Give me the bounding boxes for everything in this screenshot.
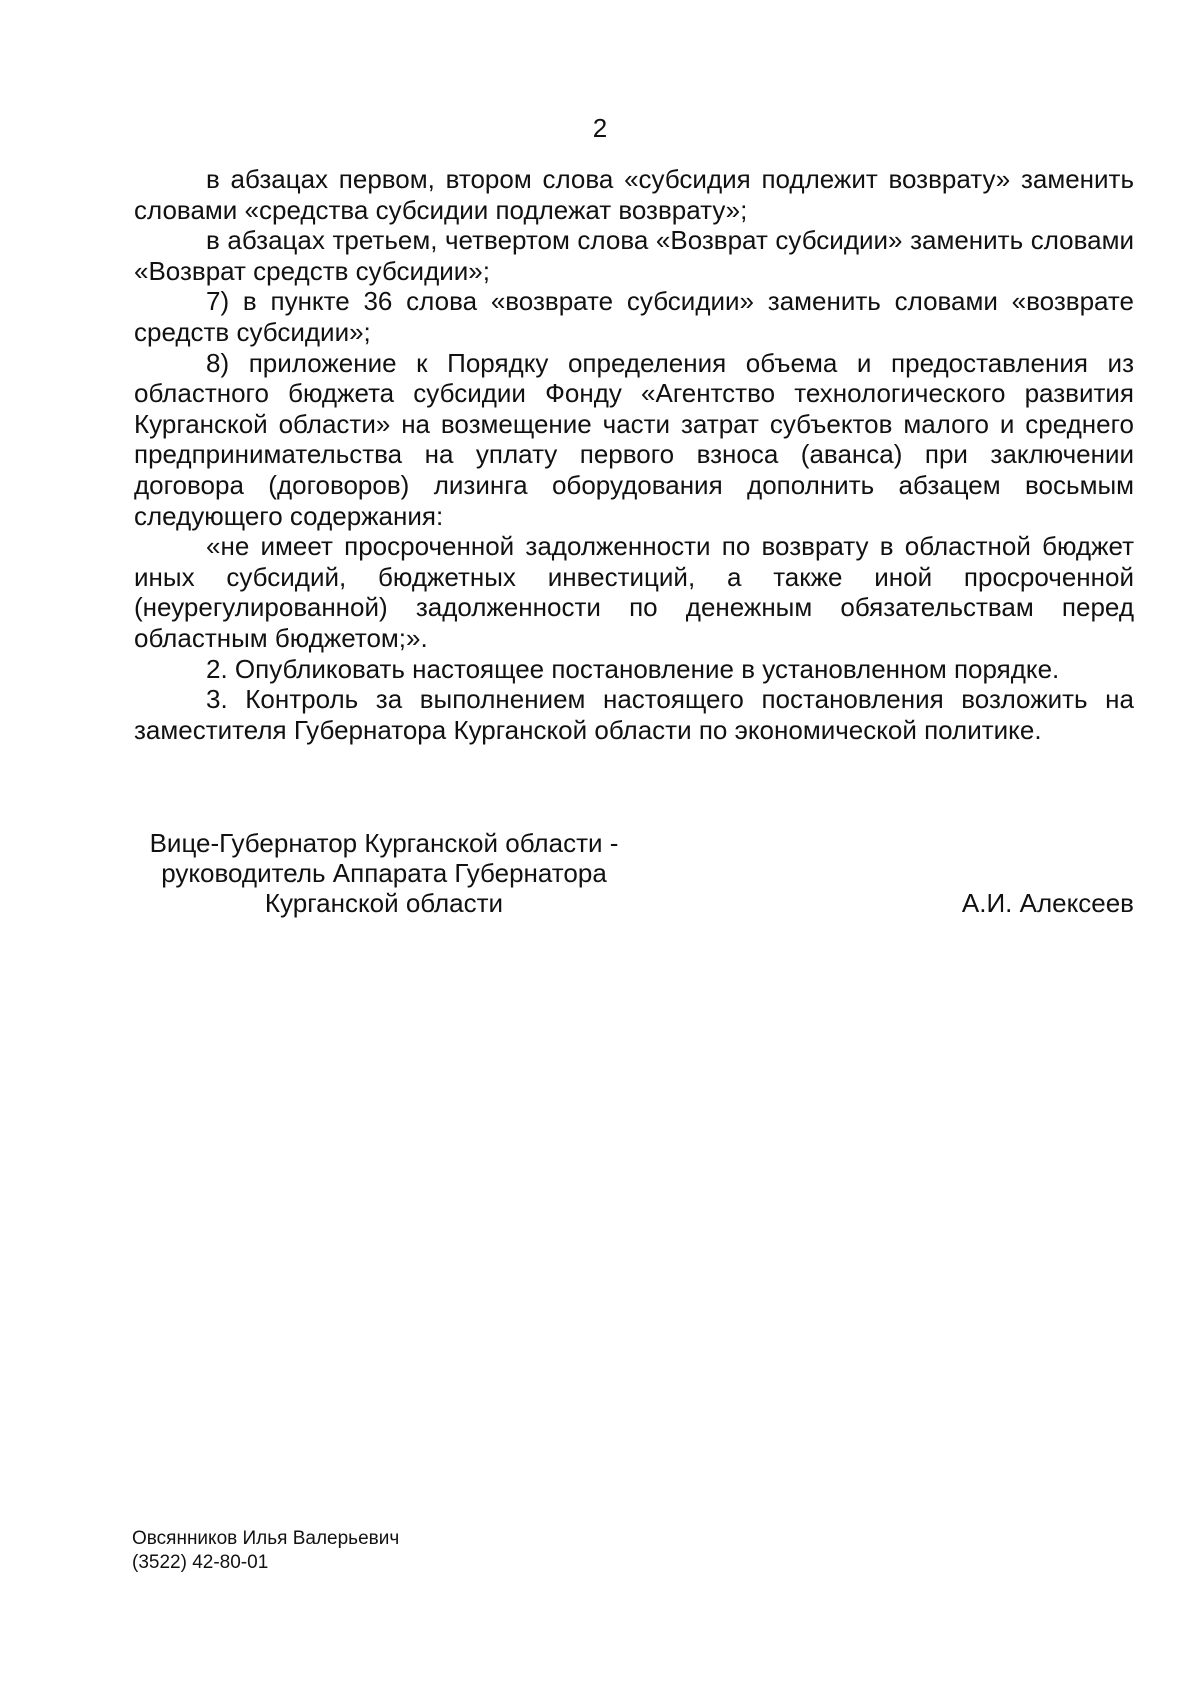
paragraph-item-7: 7) в пункте 36 слова «возврате субсидии» заменить словами «возврате средств субсидии»; [134,286,1134,347]
signatory-title-line: руководитель Аппарата Губернатора [161,858,607,888]
executor-name: Овсянников Илья Валерьевич [132,1528,400,1549]
document-body [134,164,1134,745]
paragraph-quote: «не имеет просроченной задолженности по возврату в областной бюджет иных субсидий, бюджетных инвестиций, а также иной просроченной (неурегулированной) задолженности по денежным обязательствам перед областным бюджетом;». [134,531,1134,653]
executor-phone: (3522) 42-80-01 [132,1552,269,1573]
paragraph-abzats-3-4: в абзацах третьем, четвертом слова «Возврат субсидии» заменить словами «Возврат средств субсидии»; [134,225,1134,286]
signature-block [134,828,1134,928]
paragraph-item-2-publish: 2. Опубликовать настоящее постановление в установленном порядке. [206,653,1060,684]
paragraph-abzats-1-2: в абзацах первом, втором слова «субсидия подлежит возврату» заменить словами «средства субсидии подлежат возврату»; [134,164,1134,225]
paragraph-item-8: 8) приложение к Порядку определения объема и предоставления из областного бюджета субсидии Фонду «Агентство технологического развития Курганской области» на возмещение части затрат субъектов малого и среднего предпринимательства на уплату первого взноса (аванса) при заключении договора (договоров) лизинга оборудования дополнить абзацем восьмым следующего содержания: [134,347,1134,531]
signatory-title [134,828,634,918]
page-number: 2 [592,113,608,143]
paragraph-item-3-control: 3. Контроль за выполнением настоящего постановления возложить на заместителя Губернатора Курганской области по экономической политике. [134,684,1134,745]
signatory-name: А.И. Алексеев [961,888,1134,918]
signatory-title-line: Курганской области [264,888,504,918]
signatory-title-line: Вице-Губернатор Курганской области - [149,828,619,858]
executor-footer [132,1527,399,1575]
